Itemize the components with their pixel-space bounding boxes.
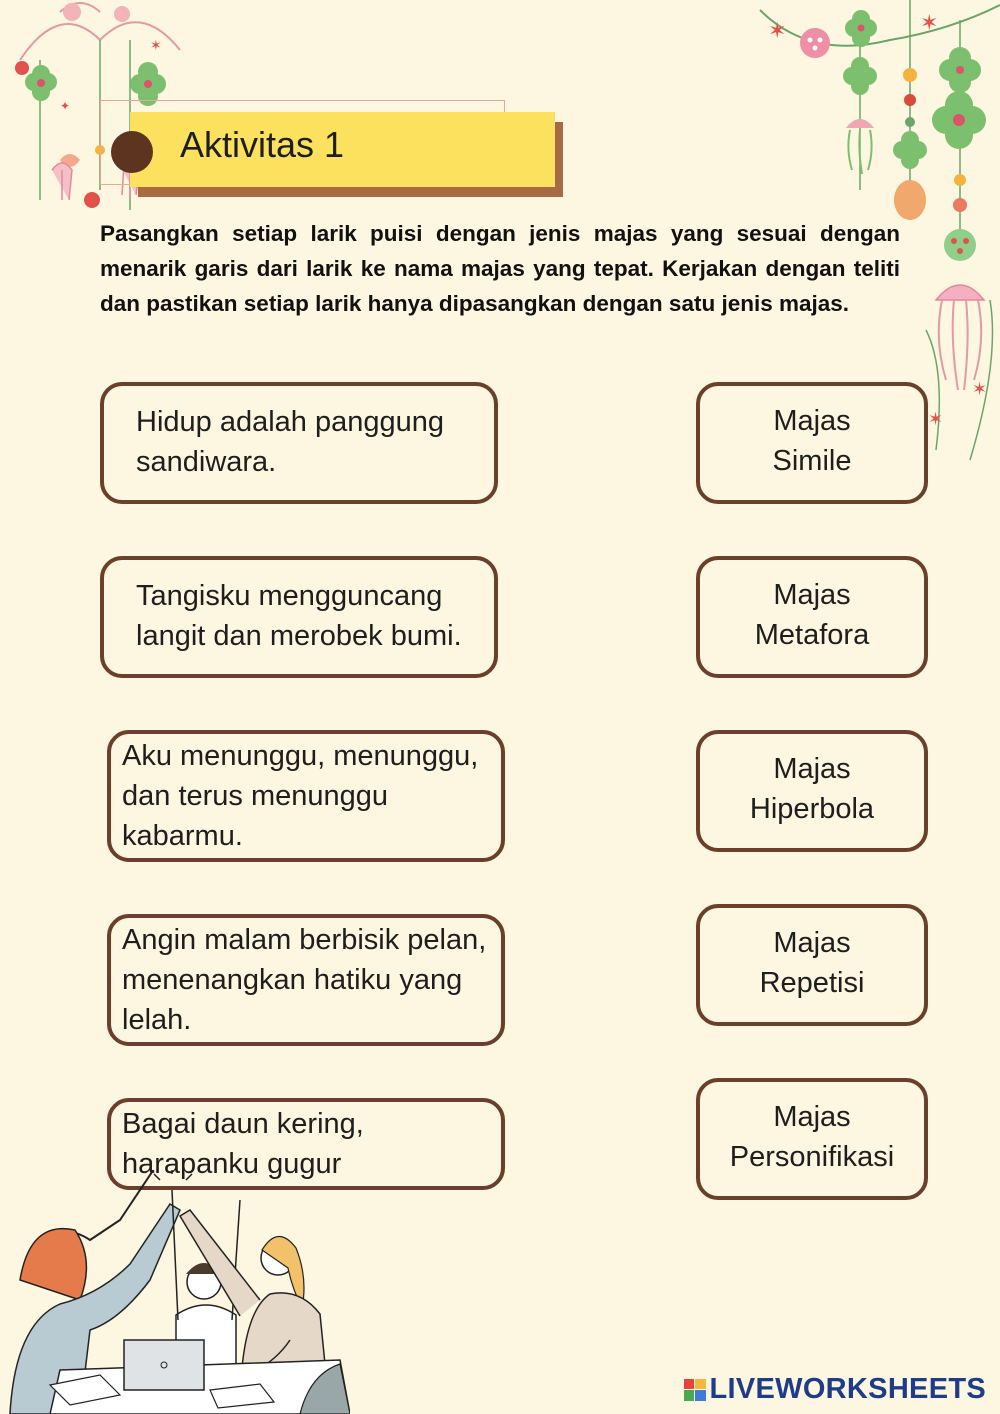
poem-line-box-3[interactable] [107,730,505,862]
svg-text:✶: ✶ [768,18,787,43]
majas-type: Metafora [754,619,870,651]
majas-word: Majas [773,753,851,785]
poem-line-box-1[interactable] [100,382,498,504]
poem-line-text: Aku menunggu, menunggu, [122,740,479,772]
majas-word: Majas [773,579,851,611]
majas-type: Simile [772,445,852,477]
svg-text:✶: ✶ [150,37,162,53]
poem-line-text: Angin malam berbisik pelan, [122,924,487,956]
majas-box-personifikasi[interactable] [696,1078,928,1200]
majas-box-hiperbola[interactable] [696,730,928,852]
poem-line-text: harapanku gugur [122,1148,342,1180]
majas-box-metafora[interactable] [696,556,928,678]
poem-line-text: Tangisku mengguncang [136,580,443,612]
poem-line-text: menenangkan hatiku yang [122,964,463,996]
poem-line-text: lelah. [122,1004,192,1036]
svg-text:✶: ✶ [928,409,944,429]
liveworksheets-logo-icon [684,1379,706,1401]
svg-text:✶: ✶ [972,379,988,399]
svg-text:✶: ✶ [920,10,939,35]
majas-box-simile[interactable] [696,382,928,504]
poem-line-text: langit dan merobek bumi. [136,620,462,652]
poem-line-text: Bagai daun kering, [122,1108,364,1140]
liveworksheets-logo [684,1373,987,1406]
majas-type: Repetisi [759,967,865,999]
poem-line-text: sandiwara. [136,446,277,478]
poem-line-text: kabarmu. [122,820,243,852]
majas-word: Majas [773,405,851,437]
majas-word: Majas [773,1101,851,1133]
team-high-five-illustration [0,1170,350,1414]
liveworksheets-logo-text: LIVEWORKSHEETS [709,1373,986,1405]
majas-box-repetisi[interactable] [696,904,928,1026]
page-title: Aktivitas 1 [180,124,345,165]
poem-line-box-4[interactable] [107,914,505,1046]
majas-type: Hiperbola [749,793,875,825]
svg-text:✦: ✦ [60,99,71,113]
majas-type: Personifikasi [729,1141,895,1173]
title-bullet-dot [111,131,153,173]
poem-line-text: Hidup adalah panggung [136,406,444,438]
poem-line-text: dan terus menunggu [122,780,389,812]
majas-word: Majas [773,927,851,959]
poem-line-box-2[interactable] [100,556,498,678]
instructions-paragraph: Pasangkan setiap larik puisi dengan jenis majas yang sesuai dengan menarik garis dari larik ke nama majas yang tepat. Kerjakan dengan teliti dan pastikan setiap larik hanya dipasangkan dengan satu jenis majas. [100,221,900,316]
